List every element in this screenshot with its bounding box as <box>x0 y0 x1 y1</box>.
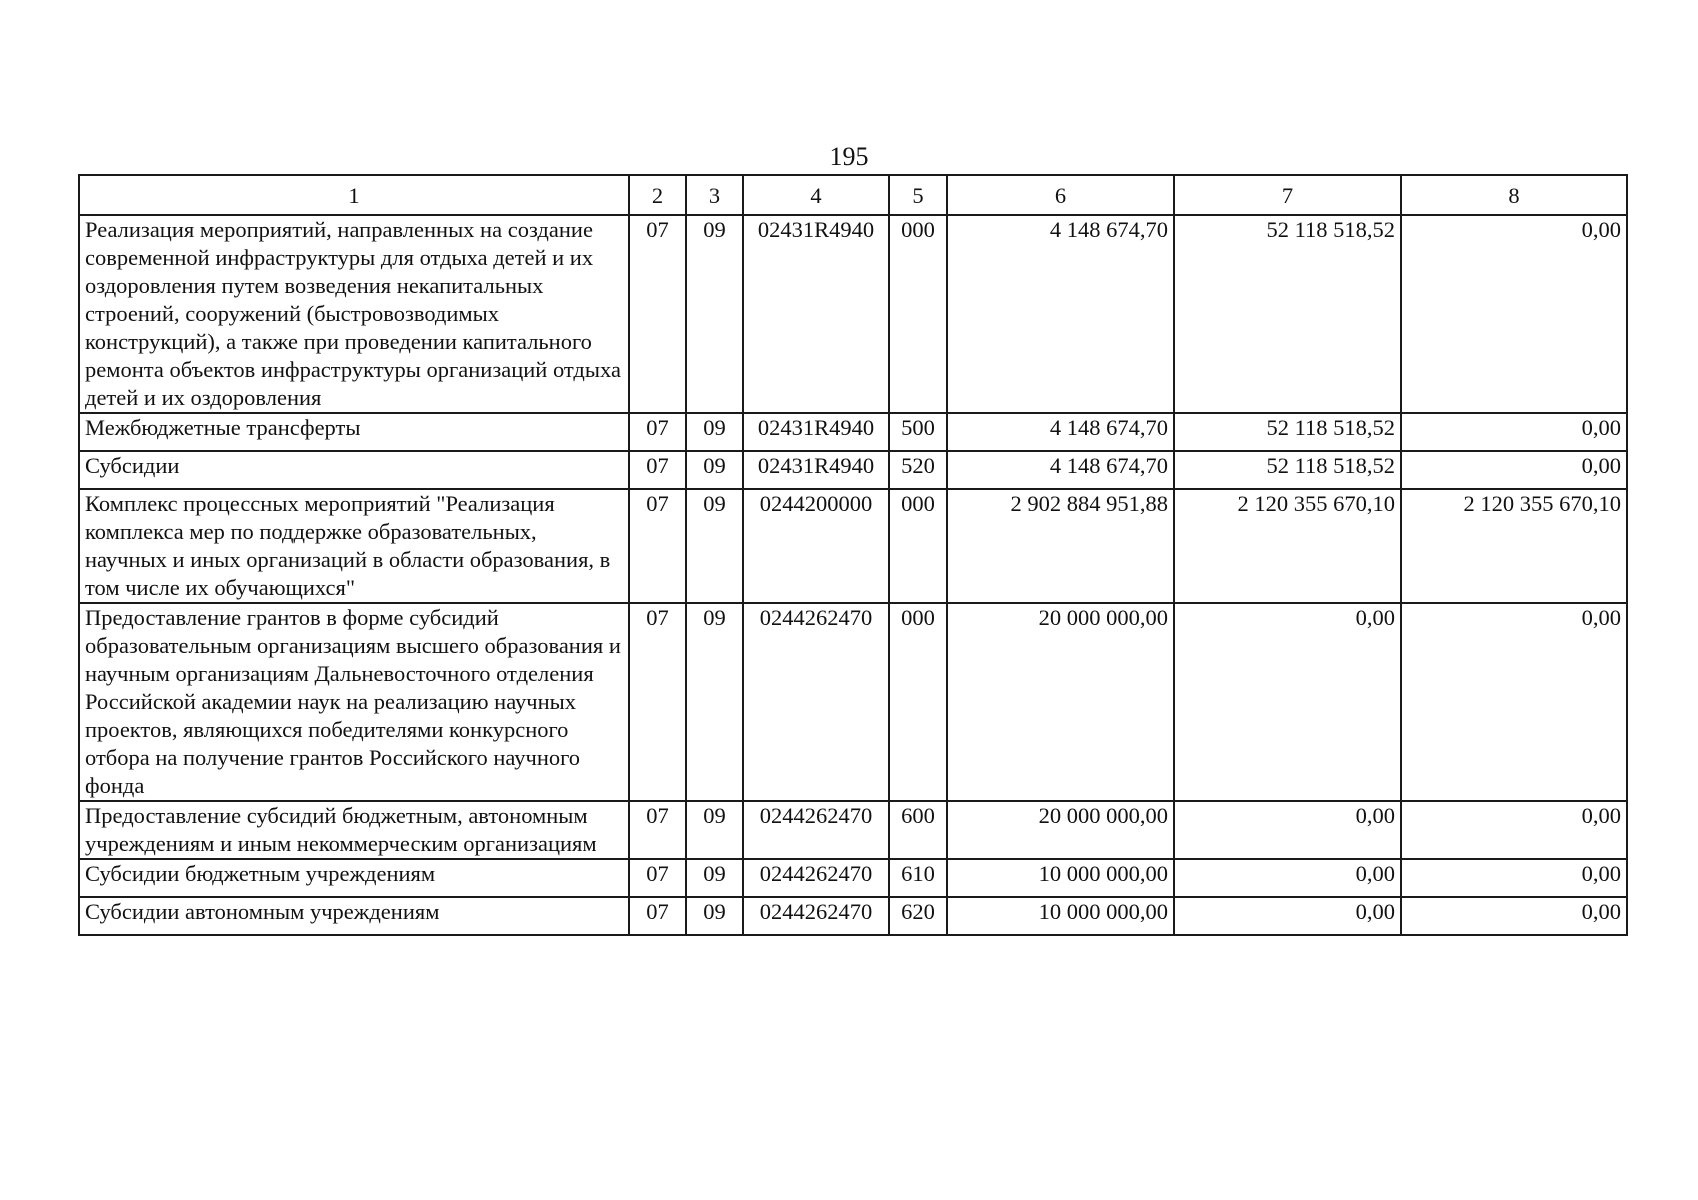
amount-col-6: 2 902 884 951,88 <box>947 489 1174 603</box>
expense-type-code: 600 <box>889 801 947 859</box>
target-article-code: 0244262470 <box>743 859 889 897</box>
table-row <box>79 897 1627 935</box>
expense-type-code: 500 <box>889 413 947 451</box>
row-name: Комплекс процессных мероприятий "Реализация комплекса мер по поддержке образовательных, научных и иных организаций в области образования, в том числе их обучающихся" <box>79 489 629 603</box>
row-name: Субсидии <box>79 451 629 489</box>
expense-type-code: 610 <box>889 859 947 897</box>
column-header-2: 2 <box>629 175 686 215</box>
row-name: Субсидии автономным учреждениям <box>79 897 629 935</box>
amount-col-8: 0,00 <box>1401 801 1627 859</box>
column-header-4: 4 <box>743 175 889 215</box>
subsection-code: 09 <box>686 897 743 935</box>
target-article-code: 0244200000 <box>743 489 889 603</box>
target-article-code: 0244262470 <box>743 603 889 801</box>
amount-col-8: 0,00 <box>1401 603 1627 801</box>
amount-col-7: 2 120 355 670,10 <box>1174 489 1401 603</box>
section-code: 07 <box>629 215 686 413</box>
column-header-6: 6 <box>947 175 1174 215</box>
expense-type-code: 620 <box>889 897 947 935</box>
table-row <box>79 451 1627 489</box>
target-article-code: 02431R4940 <box>743 451 889 489</box>
amount-col-6: 4 148 674,70 <box>947 215 1174 413</box>
budget-table <box>78 174 1628 936</box>
table-row <box>79 801 1627 859</box>
target-article-code: 0244262470 <box>743 801 889 859</box>
row-name: Предоставление субсидий бюджетным, автономным учреждениям и иным некоммерческим организациям <box>79 801 629 859</box>
column-header-8: 8 <box>1401 175 1627 215</box>
amount-col-8: 0,00 <box>1401 215 1627 413</box>
subsection-code: 09 <box>686 413 743 451</box>
expense-type-code: 520 <box>889 451 947 489</box>
table-row <box>79 215 1627 413</box>
table-row <box>79 413 1627 451</box>
row-name: Предоставление грантов в форме субсидий образовательным организациям высшего образования и научным организациям Дальневосточного отделения Российской академии наук на реализацию научных проектов, являющихся победителями конкурсного отбора на получение грантов Российского научного фонда <box>79 603 629 801</box>
subsection-code: 09 <box>686 603 743 801</box>
row-name: Межбюджетные трансферты <box>79 413 629 451</box>
section-code: 07 <box>629 489 686 603</box>
expense-type-code: 000 <box>889 215 947 413</box>
amount-col-7: 0,00 <box>1174 603 1401 801</box>
amount-col-7: 52 118 518,52 <box>1174 451 1401 489</box>
section-code: 07 <box>629 897 686 935</box>
subsection-code: 09 <box>686 215 743 413</box>
page-number: 195 <box>829 142 869 171</box>
table-row <box>79 603 1627 801</box>
column-header-7: 7 <box>1174 175 1401 215</box>
amount-col-8: 0,00 <box>1401 897 1627 935</box>
column-header-5: 5 <box>889 175 947 215</box>
amount-col-6: 20 000 000,00 <box>947 603 1174 801</box>
target-article-code: 02431R4940 <box>743 215 889 413</box>
section-code: 07 <box>629 801 686 859</box>
row-name: Субсидии бюджетным учреждениям <box>79 859 629 897</box>
amount-col-6: 4 148 674,70 <box>947 451 1174 489</box>
column-header-1: 1 <box>79 175 629 215</box>
subsection-code: 09 <box>686 489 743 603</box>
target-article-code: 02431R4940 <box>743 413 889 451</box>
expense-type-code: 000 <box>889 603 947 801</box>
target-article-code: 0244262470 <box>743 897 889 935</box>
amount-col-8: 0,00 <box>1401 859 1627 897</box>
subsection-code: 09 <box>686 451 743 489</box>
amount-col-7: 52 118 518,52 <box>1174 413 1401 451</box>
amount-col-7: 0,00 <box>1174 897 1401 935</box>
section-code: 07 <box>629 451 686 489</box>
section-code: 07 <box>629 859 686 897</box>
amount-col-6: 20 000 000,00 <box>947 801 1174 859</box>
amount-col-8: 0,00 <box>1401 451 1627 489</box>
amount-col-6: 10 000 000,00 <box>947 859 1174 897</box>
table-header-row <box>79 175 1627 215</box>
amount-col-6: 10 000 000,00 <box>947 897 1174 935</box>
column-header-3: 3 <box>686 175 743 215</box>
subsection-code: 09 <box>686 859 743 897</box>
subsection-code: 09 <box>686 801 743 859</box>
section-code: 07 <box>629 603 686 801</box>
amount-col-6: 4 148 674,70 <box>947 413 1174 451</box>
amount-col-8: 2 120 355 670,10 <box>1401 489 1627 603</box>
expense-type-code: 000 <box>889 489 947 603</box>
table-row <box>79 489 1627 603</box>
amount-col-7: 52 118 518,52 <box>1174 215 1401 413</box>
amount-col-7: 0,00 <box>1174 859 1401 897</box>
section-code: 07 <box>629 413 686 451</box>
amount-col-7: 0,00 <box>1174 801 1401 859</box>
row-name: Реализация мероприятий, направленных на создание современной инфраструктуры для отдыха детей и их оздоровления путем возведения некапитальных строений, сооружений (быстровозводимых конструкций), а также при проведении капитального ремонта объектов инфраструктуры организаций отдыха детей и их оздоровления <box>79 215 629 413</box>
amount-col-8: 0,00 <box>1401 413 1627 451</box>
table-row <box>79 859 1627 897</box>
